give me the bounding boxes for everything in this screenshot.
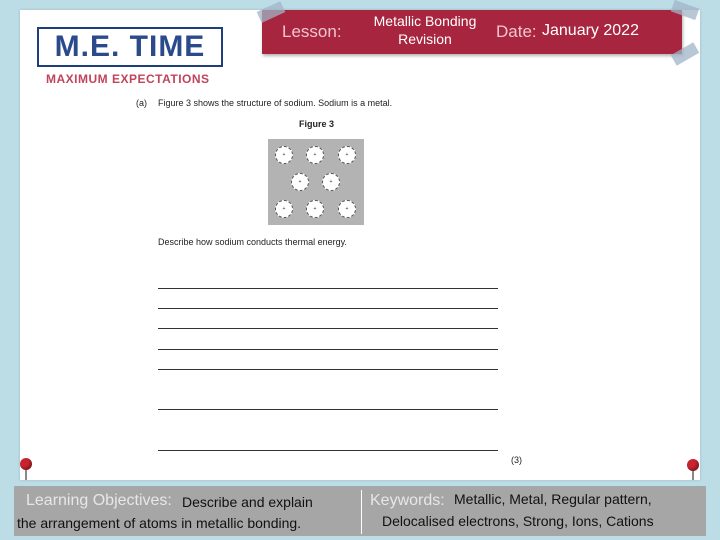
lesson-title-line2: Revision [398, 31, 452, 47]
ion-icon: + [275, 146, 293, 164]
keywords-label: Keywords: [370, 492, 445, 509]
ion-icon: + [306, 146, 324, 164]
logo-text: M.E. TIME [54, 30, 206, 63]
answer-line[interactable] [158, 369, 498, 370]
date-label: Date: [496, 22, 537, 41]
pin-icon [20, 458, 32, 470]
question-prompt: Describe how sodium conducts thermal energy. [158, 237, 347, 247]
lesson-title-line1: Metallic Bonding [373, 13, 477, 29]
answer-line[interactable] [158, 450, 498, 451]
pin-icon [687, 459, 699, 471]
ion-icon: + [338, 146, 356, 164]
lesson-title [360, 12, 490, 48]
figure-title: Figure 3 [299, 119, 335, 129]
keywords-text-line2: Delocalised electrons, Strong, Ions, Cations [382, 513, 654, 529]
logo [37, 27, 223, 67]
answer-line[interactable] [158, 288, 498, 289]
keywords-text-line1: Metallic, Metal, Regular pattern, [454, 491, 652, 507]
answer-line[interactable] [158, 308, 498, 309]
ion-icon: + [338, 200, 356, 218]
objectives-text-line2: the arrangement of atoms in metallic bonding. [17, 515, 302, 531]
objectives-text-line1: Describe and explain [182, 494, 313, 510]
answer-line[interactable] [158, 328, 498, 329]
sodium-structure-figure [268, 139, 364, 225]
ion-icon: + [275, 200, 293, 218]
ion-icon: + [291, 173, 309, 191]
ion-icon: + [306, 200, 324, 218]
footer-divider [361, 490, 362, 534]
ion-icon: + [322, 173, 340, 191]
logo-tagline: MAXIMUM EXPECTATIONS [46, 72, 210, 86]
marks-label: (3) [511, 455, 522, 465]
question-intro: Figure 3 shows the structure of sodium. Sodium is a metal. [158, 98, 393, 108]
lesson-label: Lesson: [282, 22, 342, 41]
date-value: January 2022 [542, 22, 639, 39]
objectives-label: Learning Objectives: [26, 492, 172, 509]
answer-line[interactable] [158, 349, 498, 350]
question-part: (a) [136, 98, 147, 108]
answer-line[interactable] [158, 409, 498, 410]
